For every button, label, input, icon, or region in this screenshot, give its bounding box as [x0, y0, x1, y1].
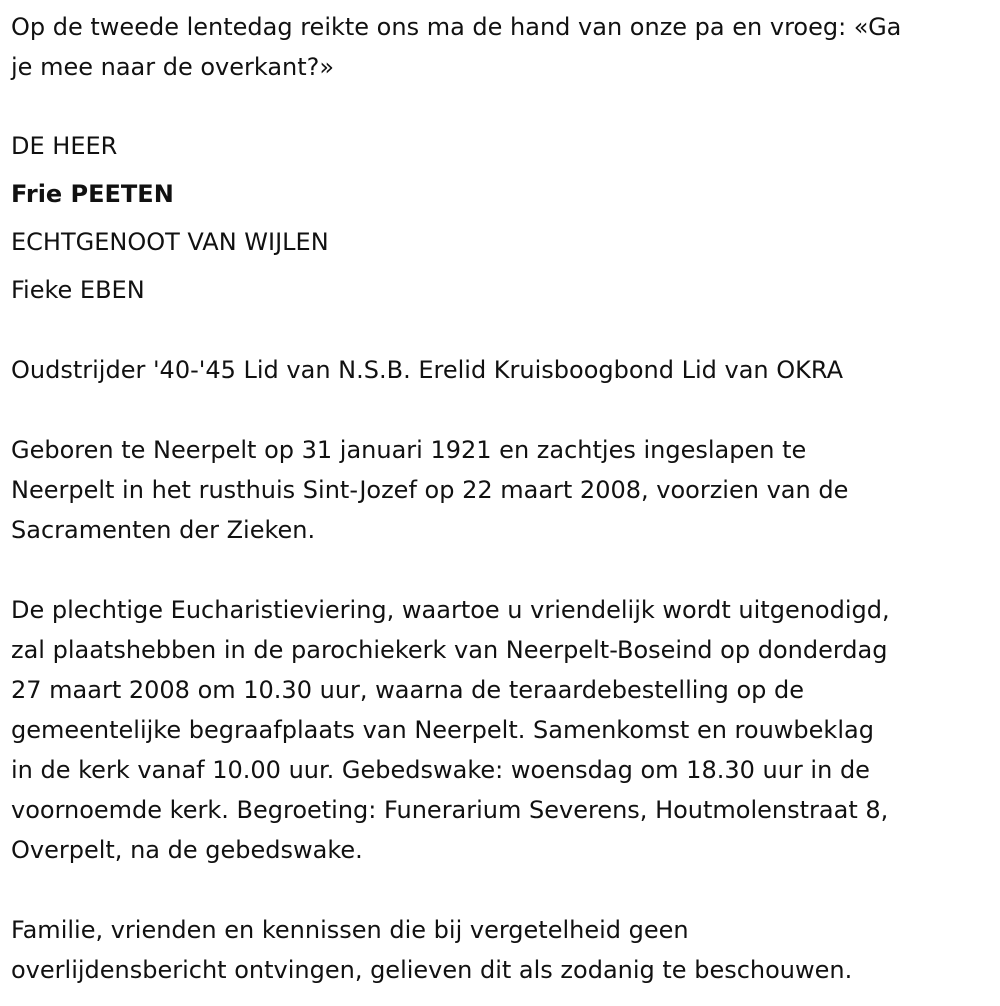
memberships-line: Oudstrijder '40-'45 Lid van N.S.B. Erelid Kruisboogbond Lid van OKRA: [11, 356, 844, 384]
ceremony-line-3: 27 maart 2008 om 10.30 uur, waarna de teraardebestelling op de: [11, 676, 805, 704]
spouse-name: Fieke EBEN: [11, 276, 145, 304]
ceremony-line-5: in de kerk vanaf 10.00 uur. Gebedswake: woensdag om 18.30 uur in de: [11, 756, 870, 784]
ceremony-line-7: Overpelt, na de gebedswake.: [11, 836, 363, 864]
closing-line-1: Familie, vrienden en kennissen die bij vergetelheid geen: [11, 916, 689, 944]
ceremony-line-1: De plechtige Eucharistieviering, waartoe u vriendelijk wordt uitgenodigd,: [11, 596, 890, 624]
intro-line-1: Op de tweede lentedag reikte ons ma de hand van onze pa en vroeg: «Ga: [11, 13, 902, 41]
deceased-title: DE HEER: [11, 132, 118, 160]
ceremony-line-6: voornoemde kerk. Begroeting: Funerarium Severens, Houtmolenstraat 8,: [11, 796, 889, 824]
birth-death-line-3: Sacramenten der Zieken.: [11, 516, 316, 544]
birth-death-line-1: Geboren te Neerpelt op 31 januari 1921 en zachtjes ingeslapen te: [11, 436, 807, 464]
deceased-name: Frie PEETEN: [11, 180, 174, 208]
ceremony-line-4: gemeentelijke begraafplaats van Neerpelt. Samenkomst en rouwbeklag: [11, 716, 874, 744]
birth-death-line-2: Neerpelt in het rusthuis Sint-Jozef op 22 maart 2008, voorzien van de: [11, 476, 849, 504]
deceased-relation: ECHTGENOOT VAN WIJLEN: [11, 228, 329, 256]
closing-line-2: overlijdensbericht ontvingen, gelieven dit als zodanig te beschouwen.: [11, 956, 853, 984]
ceremony-line-2: zal plaatshebben in de parochiekerk van Neerpelt-Boseind op donderdag: [11, 636, 888, 664]
intro-line-2: je mee naar de overkant?»: [11, 53, 335, 81]
